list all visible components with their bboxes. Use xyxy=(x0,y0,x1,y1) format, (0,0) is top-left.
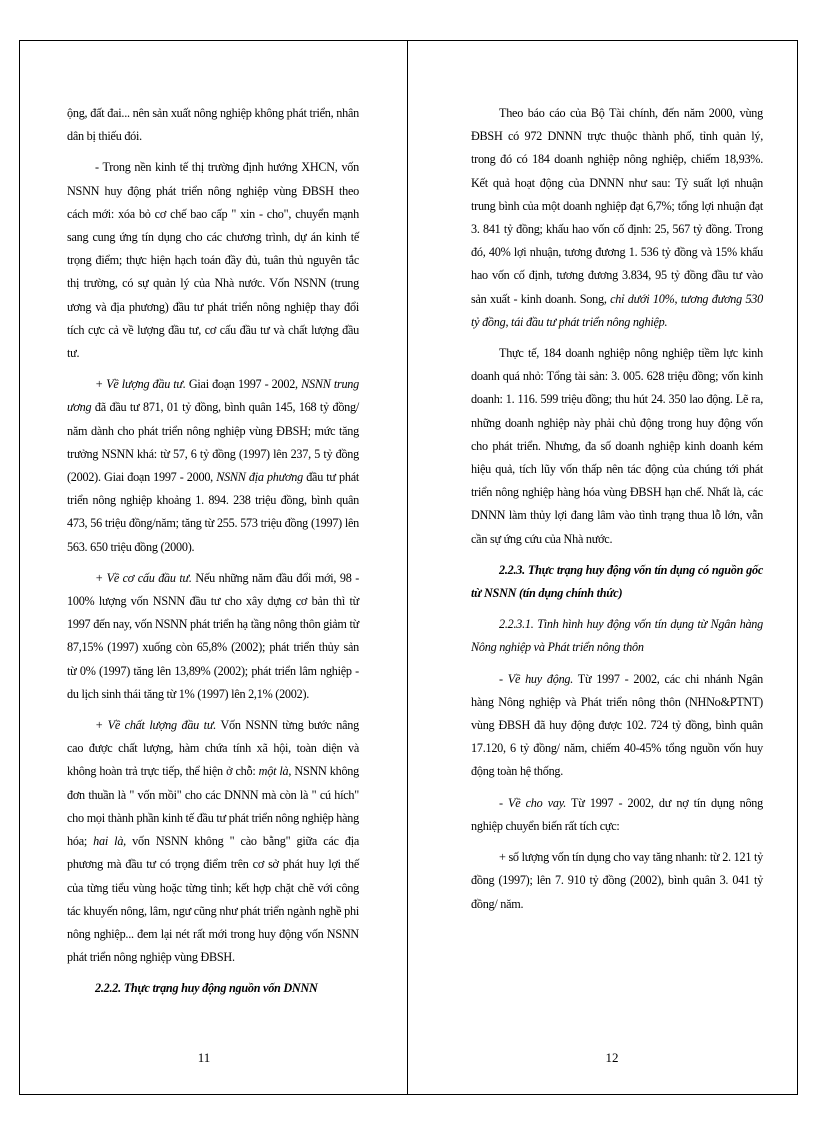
page-number-left: 11 xyxy=(197,1050,211,1065)
page-frame-left xyxy=(19,40,20,1095)
right-paragraph-5: + số lượng vốn tín dụng cho vay tăng nhanh: từ 2. 121 tỷ đồng (1997); lên 7. 910 tỷ đồng (2002), bình quân 3. 041 tỷ đồng/ năm. xyxy=(471,850,763,911)
page-frame-bottom xyxy=(20,1094,798,1095)
left-paragraph-5: + Về chất lượng đầu tư. Vốn NSNN từng bước nâng cao được chất lượng, hàm chứa tính xã hội, toàn diện và không hoàn trả trực tiếp, thể hiện ở chỗ: một là, NSNN không đơn thuần là " vốn mồi" cho các DNNN mà còn là " cú hích" cho mọi thành phần kinh tế đầu tư phát triển nông nghiệp hàng hóa; hai là, vốn NSNN không " cào bằng" giữa các địa phương mà đầu tư có trọng điểm trên cơ sở phát huy lợi thế của từng tiểu vùng hoặc từng tỉnh; kết hợp chặt chẽ với công tác khuyến nông, lâm, ngư cũng như phát triển ngành nghề phi nông nghiệp... đem lại nét rất mới trong huy động vốn NSNN phát triển nông nghiệp vùng ĐBSH. xyxy=(67,718,359,965)
page-frame-right xyxy=(797,40,798,1095)
subsection-heading-2-2-3-1: 2.2.3.1. Tình hình huy động vốn tín dụng từ Ngân hàng Nông nghiệp và Phát triển nông thôn xyxy=(471,617,763,655)
right-paragraph-3: - Về huy động. Từ 1997 - 2002, các chi nhánh Ngân hàng Nông nghiệp và Phát triển nông thôn (NHNo&PTNT) vùng ĐBSH đã huy động được 102. 724 tỷ đồng, bình quân 17.120, 6 tỷ đồng/ năm, chiếm 40-45% tổng nguồn vốn huy động toàn hệ thống. xyxy=(471,671,763,779)
right-paragraph-2: Thực tế, 184 doanh nghiệp nông nghiệp tiềm lực kinh doanh quá nhỏ: Tổng tài sản: 3. 005. 628 triệu đồng; vốn kinh doanh: 1. 116. 599 triệu đồng; thu hút 24. 350 lao động. Lẽ ra, những doanh nghiệp này phải chủ động trong huy động vốn cho phát triển. Nhưng, đa số doanh nghiệp kinh doanh kém hiệu quả, tích lũy vốn thấp nên tác động của chúng tới phát triển nông nghiệp hàng hóa vùng ĐBSH hạn chế. Nhất là, các DNNN làm thủy lợi đang lâm vào tình trạng thua lỗ lớn, vẫn cần sự ứng cứu của Nhà nước. xyxy=(471,346,763,546)
lending-label: - Về cho vay. xyxy=(499,795,567,810)
left-paragraph-3: + Về lượng đầu tư. Giai đoạn 1997 - 2002, NSNN trung ương đã đầu tư 871, 01 tỷ đồng, bình quân 145, 168 tỷ đồng/ năm dành cho phát triển nông nghiệp vùng ĐBSH; mức tăng trưởng NSNN khá: từ 57, 6 tỷ đồng (1997) lên 237, 5 tỷ đồng (2002). Giai đoạn 1997 - 2000, NSNN địa phương đầu tư phát triển nông nghiệp khoảng 1. 894. 238 triệu đồng, bình quân 473, 56 triệu đồng/năm; tăng từ 255. 573 triệu đồng (1997) lên 563. 650 triệu đồng (2000). xyxy=(67,377,359,554)
page-frame-top xyxy=(20,40,798,41)
section-heading-2-2-2: 2.2.2. Thực trạng huy động nguồn vốn DNNN xyxy=(95,981,318,996)
left-paragraph-1: ộng, đất đai... nên sản xuất nông nghiệp không phát triển, nhân dân bị thiếu đói. xyxy=(67,106,359,144)
right-paragraph-4: - Về cho vay. Từ 1997 - 2002, dư nợ tín dụng nông nghiệp chuyển biến rất tích cực: xyxy=(471,795,763,833)
page-divider xyxy=(407,40,408,1095)
mobilization-label: - Về huy động. xyxy=(499,671,574,686)
investment-amount-label: + Về lượng đầu tư. xyxy=(95,377,186,392)
investment-structure-label: + Về cơ cấu đầu tư. xyxy=(95,570,192,585)
left-page-column xyxy=(67,102,359,1009)
right-page-column xyxy=(471,102,763,924)
left-paragraph-4: + Về cơ cấu đầu tư. Nếu những năm đầu đổi mới, 98 - 100% lượng vốn NSNN đầu tư cho xây dựng cơ bản thì từ 1997 đến nay, vốn NSNN phát triển hạ tầng nông thôn giảm từ 87,15% (1997) xuống còn 65,8% (2002); phát triển thủy sản từ 0% (1997) tăng lên 13,89% (2002); phát triển lâm nghiệp - du lịch sinh thái tăng từ 1% (1997) lên 2,1% (2002). xyxy=(67,570,360,701)
investment-quality-label: + Về chất lượng đầu tư. xyxy=(95,718,217,733)
page-number-right: 12 xyxy=(605,1050,619,1065)
section-heading-2-2-3: 2.2.3. Thực trạng huy động vốn tín dụng có nguồn gốc từ NSNN (tín dụng chính thức) xyxy=(471,562,763,601)
right-paragraph-1: Theo báo cáo của Bộ Tài chính, đến năm 2000, vùng ĐBSH có 972 DNNN trực thuộc thành phố, tỉnh quản lý, trong đó có 184 doanh nghiệp nông nghiệp, chiếm 18,93%. Kết quả hoạt động của DNNN như sau: Tỷ suất lợi nhuận trung bình của một doanh nghiệp đạt 6,7%; tổng lợi nhuận đạt 3. 841 tỷ đồng; khấu hao vốn cố định: 25, 567 tỷ đồng. Trong đó, 40% lợi nhuận, tương đương 1. 536 tỷ đồng và 15% khấu hao vốn cố định, tương đương 3.834, 95 tỷ đồng đầu tư vào sản xuất - kinh doanh. Song, chỉ dưới 10%, tương đương 530 tỷ đồng, tái đầu tư phát triển nông nghiệp. xyxy=(471,106,763,329)
left-paragraph-2: - Trong nền kinh tế thị trường định hướng XHCN, vốn NSNN huy động phát triển nông nghiệp vùng ĐBSH theo cách mới: xóa bỏ cơ chế bao cấp " xin - cho", chuyển mạnh sang cung ứng tín dụng cho các chương trình, dự án kinh tế trọng điểm; thực hiện hạch toán đầy đủ, tuân thủ nguyên tắc thị trường, có sự quản lý của Nhà nước. Vốn NSNN (trung ương và địa phương) đầu tư phát triển nông nghiệp thay đổi tích cực cả về lượng đầu tư, cơ cấu đầu tư và chất lượng đầu tư. xyxy=(67,160,359,361)
